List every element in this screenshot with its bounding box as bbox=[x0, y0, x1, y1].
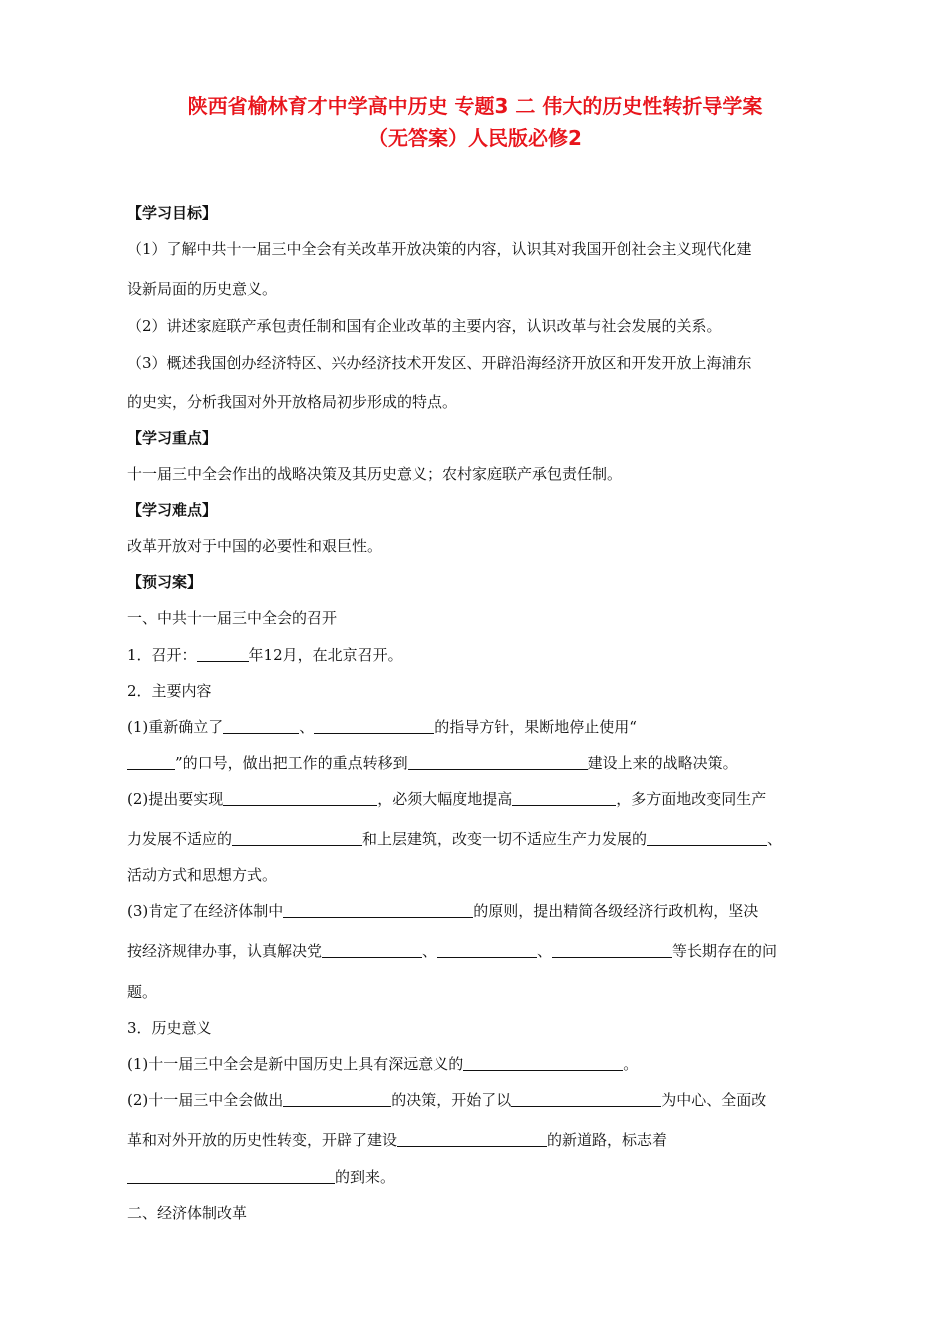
preview-heading: 【预习案】 bbox=[127, 573, 203, 591]
content-2-line-1: (2)提出要实现 ，必须大幅度地提高 ，多方面地改变同生产 bbox=[127, 790, 767, 808]
fill-blank[interactable] bbox=[647, 830, 767, 846]
fill-blank[interactable] bbox=[397, 1131, 547, 1147]
significance-1: (1)十一届三中全会是新中国历史上具有深远意义的 。 bbox=[127, 1055, 639, 1073]
content-2-line-3: 活动方式和思想方式。 bbox=[127, 866, 278, 884]
fill-blank[interactable] bbox=[552, 942, 672, 958]
fill-blank[interactable] bbox=[127, 1168, 335, 1184]
fill-blank[interactable] bbox=[127, 754, 175, 770]
content-2-line-2: 力发展不适应的 和上层建筑，改变一切不适应生产力发展的 、 bbox=[127, 830, 783, 848]
fill-blank[interactable] bbox=[322, 942, 422, 958]
significance-2-line-3: 的到来。 bbox=[127, 1167, 395, 1187]
fill-blank[interactable] bbox=[463, 1055, 623, 1071]
content-3-line-1: (3)肯定了在经济体制中 的原则，提出精简各级经济行政机构，坚决 bbox=[127, 902, 759, 920]
objective-1-line-1: （1）了解中共十一届三中全会有关改革开放决策的内容，认识其对我国开创社会主义现代化建 bbox=[127, 240, 752, 258]
significance-2-line-1: (2)十一届三中全会做出 的决策，开始了以 为中心、全面改 bbox=[127, 1091, 767, 1109]
difficulties-text: 改革开放对于中国的必要性和艰巨性。 bbox=[127, 537, 383, 555]
fill-blank[interactable] bbox=[283, 1091, 391, 1107]
key-points-text: 十一届三中全会作出的战略决策及其历史意义；农村家庭联产承包责任制。 bbox=[127, 465, 623, 483]
objective-3-line-1: （3）概述我国创办经济特区、兴办经济技术开发区、开辟沿海经济开放区和开发开放上海浦东 bbox=[127, 354, 752, 372]
content-3-line-3: 题。 bbox=[127, 983, 158, 1001]
main-content-heading: 2．主要内容 bbox=[127, 682, 212, 700]
fill-blank[interactable] bbox=[511, 1091, 661, 1107]
section-1-heading: 一、中共十一届三中全会的召开 bbox=[127, 609, 338, 627]
fill-blank[interactable] bbox=[223, 790, 377, 806]
fill-blank[interactable] bbox=[197, 646, 249, 662]
content-3-line-2: 按经济规律办事，认真解决党 、 、 等长期存在的问 bbox=[127, 942, 778, 960]
significance-heading: 3．历史意义 bbox=[127, 1019, 212, 1037]
difficulties-heading: 【学习难点】 bbox=[127, 501, 218, 519]
content-1-line-1: (1)重新确立了 、 的指导方针，果断地停止使用“ bbox=[127, 718, 637, 736]
objectives-heading: 【学习目标】 bbox=[127, 204, 218, 222]
document-title-line-2: （无答案）人民版必修2 bbox=[368, 126, 582, 150]
significance-2-line-2: 革和对外开放的历史性转变，开辟了建设 的新道路，标志着 bbox=[127, 1131, 668, 1149]
document-title-line-1: 陕西省榆林育才中学高中历史 专题3 二 伟大的历史性转折导学案 bbox=[187, 94, 763, 118]
content-1-line-2: ”的口号，做出把工作的重点转移到 建设上来的战略决策。 bbox=[127, 753, 738, 773]
fill-blank[interactable] bbox=[283, 902, 473, 918]
fill-blank[interactable] bbox=[437, 942, 537, 958]
fill-blank[interactable] bbox=[408, 754, 588, 770]
objective-3-line-2: 的史实，分析我国对外开放格局初步形成的特点。 bbox=[127, 393, 458, 411]
section-2-heading: 二、经济体制改革 bbox=[127, 1204, 248, 1222]
fill-blank[interactable] bbox=[314, 718, 434, 734]
fill-blank[interactable] bbox=[232, 830, 362, 846]
convening-line: 1．召开： 年12月，在北京召开。 bbox=[127, 646, 403, 664]
fill-blank[interactable] bbox=[512, 790, 616, 806]
objective-2: （2）讲述家庭联产承包责任制和国有企业改革的主要内容，认识改革与社会发展的关系。 bbox=[127, 317, 722, 335]
key-points-heading: 【学习重点】 bbox=[127, 429, 218, 447]
fill-blank[interactable] bbox=[223, 718, 299, 734]
objective-1-line-2: 设新局面的历史意义。 bbox=[127, 280, 278, 298]
